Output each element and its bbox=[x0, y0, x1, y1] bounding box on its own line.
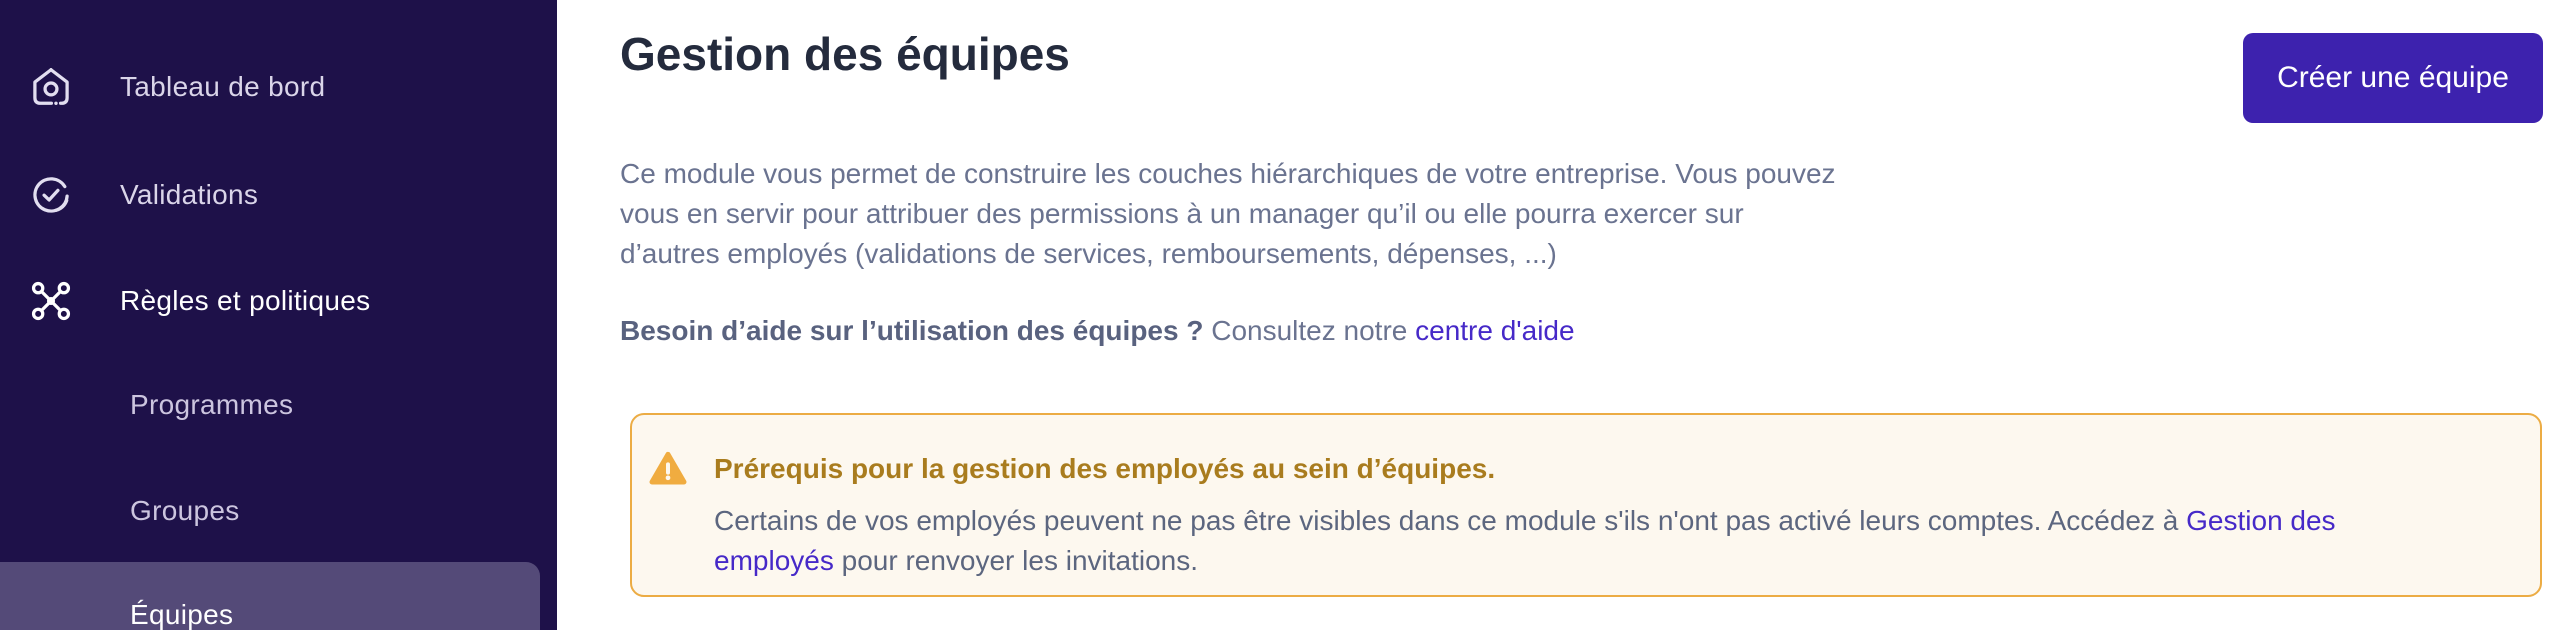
sidebar-subitem-label: Équipes bbox=[130, 599, 234, 630]
hub-icon bbox=[27, 277, 75, 325]
description-line: d’autres employés (validations de services, remboursements, dépenses, ...) bbox=[620, 238, 1557, 269]
sidebar-item-programmes[interactable] bbox=[0, 353, 557, 457]
sidebar-subitem-label: Groupes bbox=[130, 495, 240, 526]
employee-management-link[interactable]: employés bbox=[714, 545, 834, 576]
warning-callout bbox=[630, 413, 2542, 597]
help-text: Consultez notre bbox=[1203, 315, 1416, 346]
warning-icon bbox=[648, 449, 688, 489]
sidebar-subitem-label: Programmes bbox=[130, 389, 294, 420]
employee-management-link[interactable]: Gestion des bbox=[2186, 505, 2336, 536]
sidebar-item-label: Validations bbox=[120, 179, 259, 210]
sidebar bbox=[0, 0, 557, 630]
warning-body-line bbox=[714, 501, 2512, 541]
module-description bbox=[620, 154, 1836, 274]
warning-body bbox=[714, 501, 2512, 581]
page-title: Gestion des équipes bbox=[620, 28, 1070, 80]
sidebar-item-rules-policies[interactable] bbox=[0, 249, 557, 353]
description-line: Ce module vous permet de construire les couches hiérarchiques de votre entreprise. Vous pouvez bbox=[620, 158, 1836, 189]
home-icon bbox=[27, 63, 75, 111]
warning-title: Prérequis pour la gestion des employés au sein d’équipes. bbox=[714, 453, 1496, 484]
sidebar-item-dashboard[interactable] bbox=[0, 35, 557, 139]
warning-text: pour renvoyer les invitations. bbox=[833, 545, 1199, 576]
sidebar-item-validations[interactable] bbox=[0, 143, 557, 247]
help-center-link[interactable]: centre d'aide bbox=[1415, 315, 1575, 346]
sidebar-item-groupes[interactable] bbox=[0, 459, 557, 563]
check-circle-icon bbox=[27, 171, 75, 219]
help-question: Besoin d’aide sur l’utilisation des équipes ? bbox=[620, 315, 1204, 346]
warning-text: Certains de vos employés peuvent ne pas être visibles dans ce module s'ils n'ont pas activé leurs comptes. Accédez à bbox=[714, 505, 2187, 536]
warning-body-line bbox=[714, 541, 2512, 581]
sidebar-item-label: Tableau de bord bbox=[120, 71, 326, 102]
warning-content bbox=[714, 449, 2512, 581]
help-line bbox=[620, 311, 1575, 351]
sidebar-item-equipes[interactable] bbox=[0, 562, 540, 630]
create-team-button[interactable]: Créer une équipe bbox=[2243, 33, 2543, 123]
sidebar-item-label: Règles et politiques bbox=[120, 285, 371, 316]
description-line: vous en servir pour attribuer des permissions à un manager qu’il ou elle pourra exercer sur bbox=[620, 198, 1744, 229]
